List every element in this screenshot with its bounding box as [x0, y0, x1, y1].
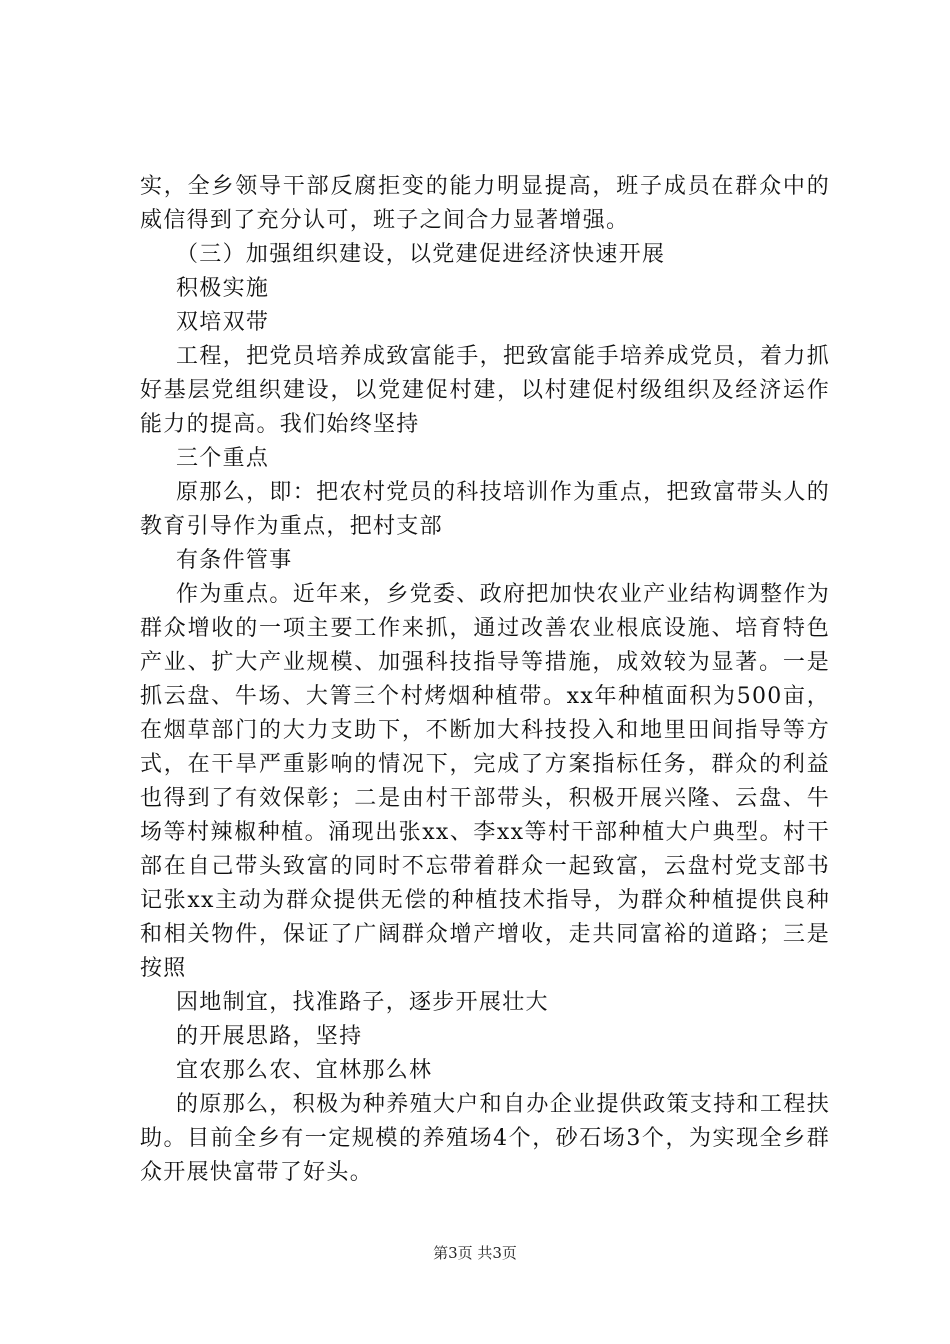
paragraph-13: 的原那么，积极为种养殖大户和自办企业提供政策支持和工程扶助。目前全乡有一定规模的养殖场4个，砂石场3个，为实现全乡群众开展快富带了好头。 [140, 1092, 830, 1185]
paragraph-1: 实，全乡领导干部反腐拒变的能力明显提高，班子成员在群众中的威信得到了充分认可，班子之间合力显著增强。 [140, 174, 830, 233]
paragraph-8: 有条件管事 [176, 548, 293, 573]
paragraph-5: 工程，把党员培养成致富能手，把致富能手培养成党员，着力抓好基层党组织建设，以党建促村建，以村建促村级组织及经济运作能力的提高。我们始终坚持 [140, 344, 830, 437]
paragraph-3: 积极实施 [176, 276, 270, 301]
paragraph-7: 原那么，即：把农村党员的科技培训作为重点，把致富带头人的教育引导作为重点，把村支部 [140, 480, 830, 539]
paragraph-4: 双培双带 [176, 310, 270, 335]
paragraph-6: 三个重点 [176, 446, 270, 471]
paragraph-9: 作为重点。近年来，乡党委、政府把加快农业产业结构调整作为群众增收的一项主要工作来抓，通过改善农业根底设施、培育特色产业、扩大产业规模、加强科技指导等措施，成效较为显著。一是抓云盘、牛场、大箐三个村烤烟种植带。xx年种植面积为500亩，在烟草部门的大力支助下，不断加大科技投入和地里田间指导等方式，在干旱严重影响的情况下，完成了方案指标任务，群众的利益也得到了有效保彰；二是由村干部带头，积极开展兴隆、云盘、牛场等村辣椒种植。涌现出张xx、李xx等村干部种植大户典型。村干部在自己带头致富的同时不忘带着群众一起致富，云盘村党支部书记张xx主动为群众提供无偿的种植技术指导，为群众种植提供良种和相关物件，保证了广阔群众增产增收，走共同富裕的道路；三是按照 [140, 582, 830, 981]
page-number-footer: 第3页 共3页 [433, 1244, 517, 1262]
paragraph-12: 宜农那么农、宜林那么林 [176, 1058, 433, 1083]
document-body [140, 170, 830, 1190]
section-heading-3: （三）加强组织建设，以党建促进经济快速开展 [176, 242, 666, 267]
paragraph-10: 因地制宜，找准路子，逐步开展壮大 [176, 990, 549, 1015]
paragraph-11: 的开展思路，坚持 [176, 1024, 363, 1049]
